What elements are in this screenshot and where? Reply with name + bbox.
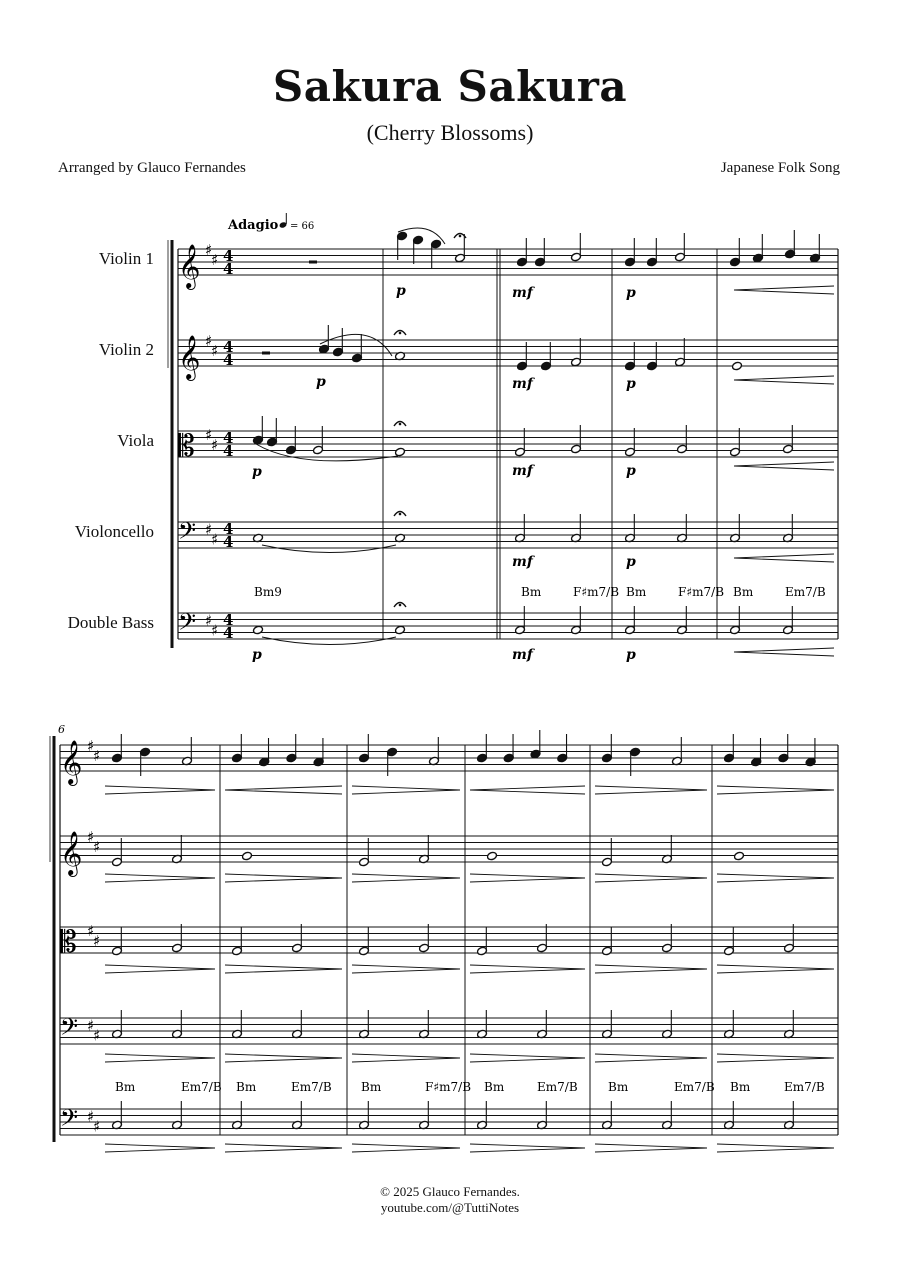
diminuendo-hairpin [595, 790, 707, 794]
crescendo-hairpin [734, 286, 834, 290]
diminuendo-hairpin [717, 786, 834, 790]
bass-clef-icon: 𝄢 [178, 608, 197, 641]
key-signature-sharp: ♯ [87, 1107, 95, 1126]
chord-symbol: Bm [361, 1080, 382, 1094]
diminuendo-hairpin [470, 1144, 585, 1148]
whole-note [487, 851, 498, 861]
diminuendo-hairpin [595, 1054, 707, 1058]
crescendo-hairpin [470, 786, 585, 790]
arranger-credit: Arranged by Glauco Fernandes [58, 160, 246, 176]
chord-symbol: Em7/B [291, 1080, 332, 1094]
chord-symbol: Em7/B [181, 1080, 222, 1094]
instrument-label-double-bass: Double Bass [67, 613, 154, 632]
diminuendo-hairpin [470, 878, 585, 882]
treble-clef-icon: 𝄞 [60, 740, 83, 784]
treble-clef-icon: 𝄞 [60, 831, 83, 875]
crescendo-hairpin [734, 648, 834, 652]
crescendo-hairpin [225, 790, 342, 794]
diminuendo-hairpin [470, 1058, 585, 1062]
chord-symbol: Bm [733, 585, 754, 599]
bass-clef-icon: 𝄢 [60, 1104, 79, 1137]
dynamic-marking: p [316, 374, 326, 390]
alto-clef-icon: 𝄡 [178, 429, 195, 464]
time-signature: 4 [223, 351, 234, 369]
time-signature: 4 [223, 429, 234, 447]
diminuendo-hairpin [352, 1058, 460, 1062]
diminuendo-hairpin [717, 790, 834, 794]
instrument-label-violin1: Violin 1 [98, 249, 154, 268]
diminuendo-hairpin [717, 1144, 834, 1148]
diminuendo-hairpin [352, 1144, 460, 1148]
chord-symbol: Em7/B [537, 1080, 578, 1094]
diminuendo-hairpin [105, 1058, 215, 1062]
fermata-dot [459, 235, 462, 238]
crescendo-hairpin [470, 790, 585, 794]
diminuendo-hairpin [352, 1148, 460, 1152]
diminuendo-hairpin [225, 1054, 342, 1058]
key-signature-sharp: ♯ [205, 332, 213, 350]
key-signature-sharp: ♯ [211, 621, 219, 640]
dynamic-marking: p [626, 554, 636, 570]
chord-symbol: Em7/B [784, 1080, 825, 1094]
key-signature-sharp: ♯ [87, 737, 95, 755]
crescendo-hairpin [734, 290, 834, 294]
diminuendo-hairpin [225, 965, 342, 969]
diminuendo-hairpin [595, 965, 707, 969]
diminuendo-hairpin [595, 878, 707, 882]
chord-symbol: Bm [608, 1080, 629, 1094]
diminuendo-hairpin [352, 878, 460, 882]
dynamic-marking: p [396, 283, 406, 299]
fermata-dot [399, 604, 402, 607]
diminuendo-hairpin [105, 790, 215, 794]
dynamic-marking: p [252, 647, 262, 663]
key-signature-sharp: ♯ [205, 241, 213, 259]
time-signature: 4 [223, 624, 234, 642]
diminuendo-hairpin [105, 786, 215, 790]
diminuendo-hairpin [105, 878, 215, 882]
diminuendo-hairpin [105, 1148, 215, 1152]
diminuendo-hairpin [105, 1144, 215, 1148]
dynamic-marking: mf [512, 463, 533, 479]
chord-symbol: Bm9 [254, 585, 282, 599]
time-signature: 4 [223, 260, 234, 278]
dynamic-marking: p [626, 647, 636, 663]
fermata-dot [399, 513, 402, 516]
chord-symbol: F♯m7/B [425, 1080, 472, 1094]
chord-symbol: Bm [730, 1080, 751, 1094]
whole-note [734, 851, 745, 861]
diminuendo-hairpin [470, 874, 585, 878]
diminuendo-hairpin [225, 1148, 342, 1152]
diminuendo-hairpin [717, 969, 834, 973]
instrument-label-viola: Viola [117, 431, 154, 450]
fermata-dot [399, 423, 402, 426]
dynamic-marking: mf [512, 647, 533, 663]
diminuendo-hairpin [352, 965, 460, 969]
dynamic-marking: mf [512, 554, 533, 570]
whole-note [253, 625, 264, 635]
chord-symbol: Bm [115, 1080, 136, 1094]
score-system-graphics [50, 228, 838, 1152]
time-signature: 4 [223, 611, 234, 629]
page-subtitle: (Cherry Blossoms) [366, 120, 534, 145]
page-title: Sakura Sakura [272, 62, 628, 111]
diminuendo-hairpin [105, 969, 215, 973]
alto-clef-icon: 𝄡 [60, 925, 77, 960]
chord-symbol: Bm [236, 1080, 257, 1094]
key-signature-sharp: ♯ [205, 520, 213, 539]
treble-clef-icon: 𝄞 [178, 335, 201, 379]
diminuendo-hairpin [717, 1148, 834, 1152]
time-signature: 4 [223, 338, 234, 356]
diminuendo-hairpin [352, 786, 460, 790]
diminuendo-hairpin [105, 965, 215, 969]
chord-symbol: Bm [521, 585, 542, 599]
tie [262, 637, 396, 645]
key-signature-sharp: ♯ [87, 922, 95, 940]
diminuendo-hairpin [470, 1148, 585, 1152]
diminuendo-hairpin [595, 1148, 707, 1152]
time-signature: 4 [223, 520, 234, 538]
diminuendo-hairpin [595, 1144, 707, 1148]
dynamic-marking: p [252, 464, 262, 480]
dynamic-marking: mf [512, 376, 533, 392]
diminuendo-hairpin [717, 965, 834, 969]
chord-symbol: Em7/B [674, 1080, 715, 1094]
crescendo-hairpin [734, 466, 834, 470]
footer-url[interactable]: youtube.com/@TuttiNotes [380, 1200, 520, 1215]
tie [256, 444, 398, 461]
diminuendo-hairpin [595, 786, 707, 790]
diminuendo-hairpin [717, 878, 834, 882]
whole-note [242, 851, 253, 861]
instrument-label-violoncello: Violoncello [74, 522, 154, 541]
composer-credit: Japanese Folk Song [720, 160, 840, 176]
diminuendo-hairpin [470, 969, 585, 973]
footer-copyright: © 2025 Glauco Fernandes. [380, 1184, 520, 1199]
bass-clef-icon: 𝄢 [178, 517, 197, 550]
diminuendo-hairpin [470, 1054, 585, 1058]
key-signature-sharp: ♯ [93, 932, 101, 950]
whole-note [395, 447, 406, 457]
key-signature-sharp: ♯ [93, 1117, 101, 1136]
dynamic-marking: p [626, 376, 636, 392]
time-signature: 4 [223, 247, 234, 265]
crescendo-hairpin [734, 554, 834, 558]
dynamic-marking: mf [512, 285, 533, 301]
key-signature-sharp: ♯ [93, 747, 101, 765]
diminuendo-hairpin [352, 969, 460, 973]
diminuendo-hairpin [105, 1054, 215, 1058]
diminuendo-hairpin [352, 1054, 460, 1058]
crescendo-hairpin [734, 652, 834, 656]
measure-number: 6 [58, 723, 65, 736]
diminuendo-hairpin [225, 1058, 342, 1062]
diminuendo-hairpin [717, 1054, 834, 1058]
time-signature: 4 [223, 533, 234, 551]
bass-clef-icon: 𝄢 [60, 1013, 79, 1046]
diminuendo-hairpin [225, 969, 342, 973]
crescendo-hairpin [225, 786, 342, 790]
diminuendo-hairpin [470, 965, 585, 969]
diminuendo-hairpin [105, 874, 215, 878]
instrument-label-violin2: Violin 2 [98, 340, 154, 359]
key-signature-sharp: ♯ [211, 251, 219, 269]
chord-symbol: Bm [626, 585, 647, 599]
tempo-bpm: = 66 [290, 221, 315, 232]
dynamic-marking: p [626, 285, 636, 301]
whole-note [395, 625, 406, 635]
key-signature-sharp: ♯ [211, 436, 219, 454]
key-signature-sharp: ♯ [205, 426, 213, 444]
diminuendo-hairpin [717, 1058, 834, 1062]
crescendo-hairpin [734, 380, 834, 384]
diminuendo-hairpin [225, 1144, 342, 1148]
fermata-dot [399, 332, 402, 335]
key-signature-sharp: ♯ [211, 530, 219, 549]
diminuendo-hairpin [352, 874, 460, 878]
key-signature-sharp: ♯ [205, 611, 213, 630]
crescendo-hairpin [734, 558, 834, 562]
key-signature-sharp: ♯ [93, 838, 101, 856]
key-signature-sharp: ♯ [93, 1026, 101, 1045]
chord-symbol: F♯m7/B [573, 585, 620, 599]
diminuendo-hairpin [717, 874, 834, 878]
key-signature-sharp: ♯ [87, 828, 95, 846]
key-signature-sharp: ♯ [211, 342, 219, 360]
treble-clef-icon: 𝄞 [178, 244, 201, 288]
diminuendo-hairpin [595, 1058, 707, 1062]
diminuendo-hairpin [225, 874, 342, 878]
whole-note [732, 361, 743, 371]
diminuendo-hairpin [595, 969, 707, 973]
diminuendo-hairpin [595, 874, 707, 878]
tempo-text: Adagio [228, 218, 279, 233]
key-signature-sharp: ♯ [87, 1016, 95, 1035]
dynamic-marking: p [626, 463, 636, 479]
tie [262, 545, 396, 553]
diminuendo-hairpin [352, 790, 460, 794]
chord-symbol: Bm [484, 1080, 505, 1094]
time-signature: 4 [223, 442, 234, 460]
crescendo-hairpin [734, 462, 834, 466]
crescendo-hairpin [734, 376, 834, 380]
chord-symbol: F♯m7/B [678, 585, 725, 599]
diminuendo-hairpin [225, 878, 342, 882]
chord-symbol: Em7/B [785, 585, 826, 599]
